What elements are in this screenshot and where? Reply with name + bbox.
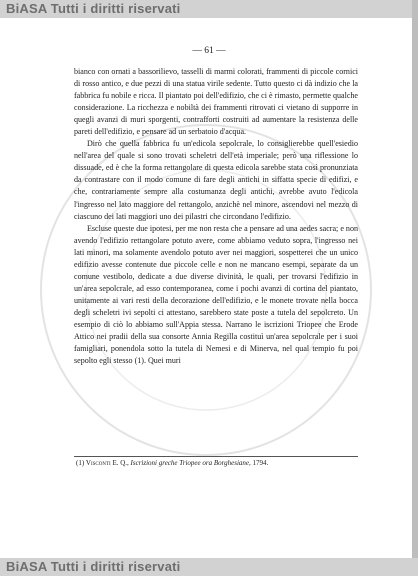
top-watermark-text: BiASA Tutti i diritti riservati xyxy=(6,1,181,16)
paragraph-3: Escluse queste due ipotesi, per me non resta che a pensare ad una aedes sacra; e non avendo l'edifizio rettangolare potuto avere, come abbiamo veduto sopra, l'ingresso nei lati minori, ma solamente avendolo potuto aver nei maggiori, sospetterei che un unico edifizio avesse contenute due piccole celle e non ne mancano esempi, separate da un comune vestibolo, dedicate a due diverse divinità, le quali, per trovarsi l'edifizio in un'area sepolcrale, ad esso contemporanea, come i pochi avanzi di cortina del piantato, unitamente ai vari resti della decorazione dell'edifizio, e le monete trovate nella bocca degli scheletri ivi sepolti ci attestano, sarebbero state poste a tutela del sepolcreto. Un esempio di ciò lo abbiamo sull'Appia stessa. Narrano le iscrizioni Triopee che Erode Attico nei pradii della sua consorte Annia Regilla costituì un'area sepolcrale per i suoi famigliari, ponendola sotto la tutela di Nemesi e di Minerva, nel qual tempio fu poi sepolto egli stesso (1). Quei muri xyxy=(74,223,358,366)
footnote-title: Iscrizioni greche Triopee ora Borghesiane, xyxy=(130,459,251,467)
page-edge-shadow xyxy=(412,0,418,576)
top-watermark-banner xyxy=(0,0,418,18)
page-number: — 61 — xyxy=(192,46,226,56)
paragraph-2: Dirò che quella fabbrica fu un'edicola sepolcrale, lo consiglierebbe quell'esiedio nell'area del quale si sono trovati scheletri dell'età imperiale; però una riflessione lo dissuade, ed è che la forma rettangolare di questa edicola sarebbe stata così pronunziata da contrastare con il modo comune di fare degli antichi in siffatta specie di edifizi, e che, contrariamente sempre alla costumanza degli antichi, avrebbe avuto l'edicola l'ingresso nel lato maggiore del rettangolo, anzichè nel minore, ascendovi nel mezzo di ciascuno dei lati maggiori uno dei pilastri che circondano l'edifizio. xyxy=(74,139,358,221)
footnote-author: Visconti E. Q., xyxy=(85,459,129,467)
footnote-year: 1794. xyxy=(252,459,269,467)
footnote-divider xyxy=(74,456,358,457)
body-text xyxy=(74,66,358,367)
footnote xyxy=(76,458,360,469)
paragraph-1: bianco con ornati a bassorilievo, tasselli di marmi colorati, frammenti di piccole cornici di rosso antico, e due pezzi di una statua virile sedente. Tutto questo ci dà indizio che la fabbrica fu nobile e ricca. Il piantato poi dell'edifizio, che ci è rimasto, permette qualche considerazione. La ricchezza e nobiltà dei frammenti ritrovati ci vietano di supporre in quegli avanzi di muri sporgenti, contrafforti costruiti ad aumentare la resistenza delle pareti dell'edifizio, e pensare ad un serbatoio d'acqua. xyxy=(74,67,358,137)
bottom-watermark-text: BiASA Tutti i diritti riservati xyxy=(6,559,181,574)
bottom-watermark-banner xyxy=(0,558,418,576)
footnote-marker: (1) xyxy=(76,459,85,467)
